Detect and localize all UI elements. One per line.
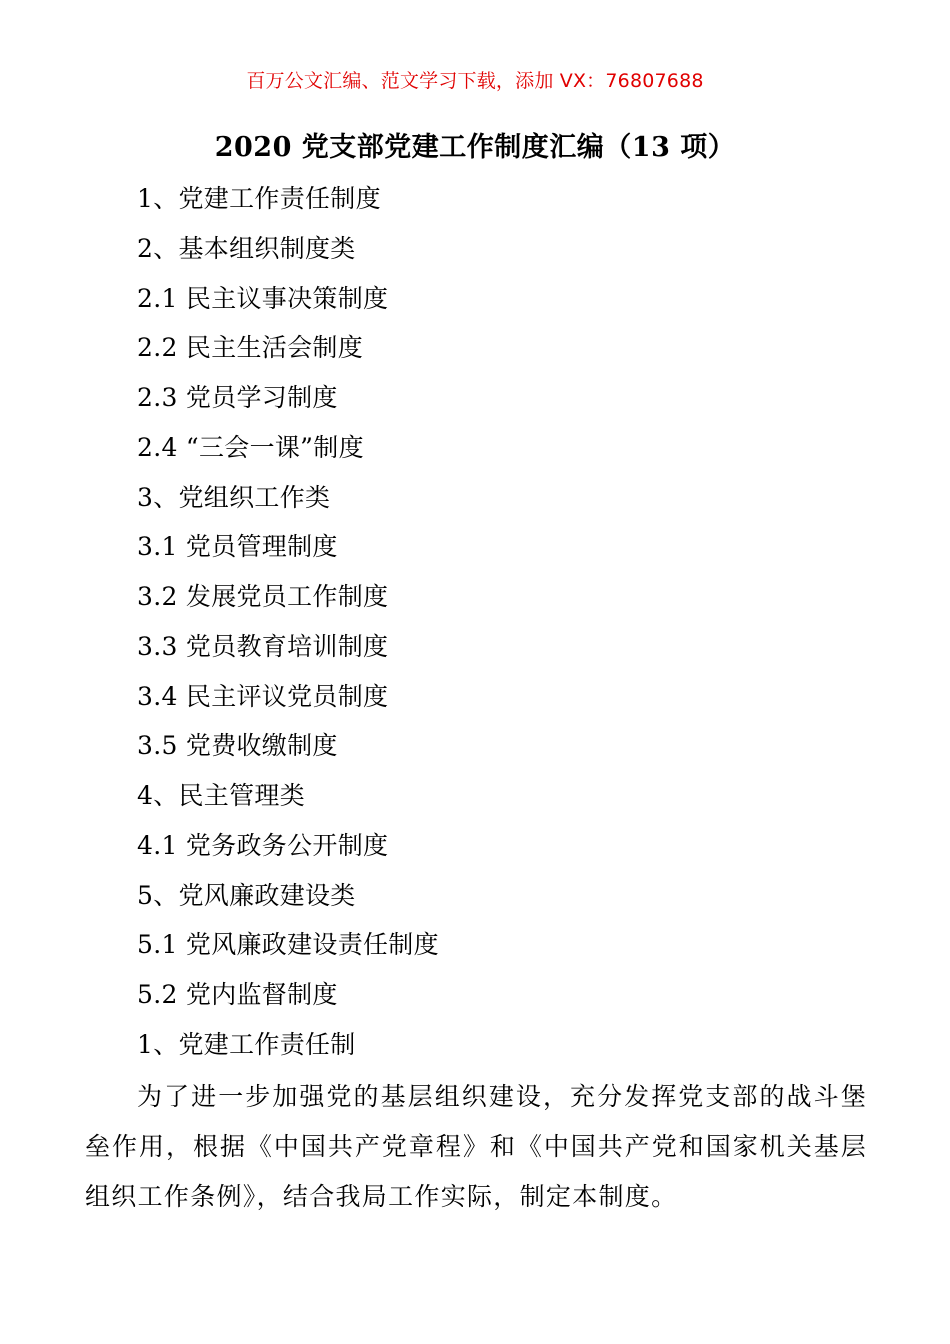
toc-item: 5、党风廉政建设类: [137, 880, 356, 910]
toc-item: 2、基本组织制度类: [137, 233, 356, 263]
toc-item: 2.1 民主议事决策制度: [137, 283, 389, 313]
toc-item: 3.2 发展党员工作制度: [137, 582, 389, 611]
toc-item: 5.1 党风廉政建设责任制度: [137, 930, 439, 960]
toc-item: 3.3 党员教育培训制度: [137, 631, 389, 661]
table-of-contents: [137, 178, 439, 1024]
header-note: 百万公文汇编、范文学习下载，添加 VX：76807688: [246, 70, 704, 92]
toc-item: 2.3 党员学习制度: [137, 383, 338, 412]
toc-item: 3、党组织工作类: [137, 482, 331, 512]
toc-item: 5.2 党内监督制度: [137, 980, 338, 1009]
toc-item: 3.1 党员管理制度: [137, 532, 338, 562]
document-title: 2020 党支部党建工作制度汇编（13 项）: [214, 132, 736, 163]
toc-item: 2.2 民主生活会制度: [137, 333, 364, 363]
toc-item: 3.5 党费收缴制度: [137, 731, 338, 761]
section-heading: 1、党建工作责任制: [137, 1030, 356, 1059]
toc-item: 4.1 党务政务公开制度: [137, 830, 389, 860]
toc-item: 1、党建工作责任制度: [137, 184, 381, 213]
toc-item: 2.4 “三会一课”制度: [137, 432, 364, 462]
body-paragraph: 为了进一步加强党的基层组织建设，充分发挥党支部的战斗堡垒作用，根据《中国共产党章程》和《中国共产党和国家机关基层组织工作条例》，结合我局工作实际，制定本制度。: [85, 1082, 867, 1211]
toc-item: 3.4 民主评议党员制度: [137, 681, 389, 711]
toc-item: 4、民主管理类: [137, 781, 306, 810]
